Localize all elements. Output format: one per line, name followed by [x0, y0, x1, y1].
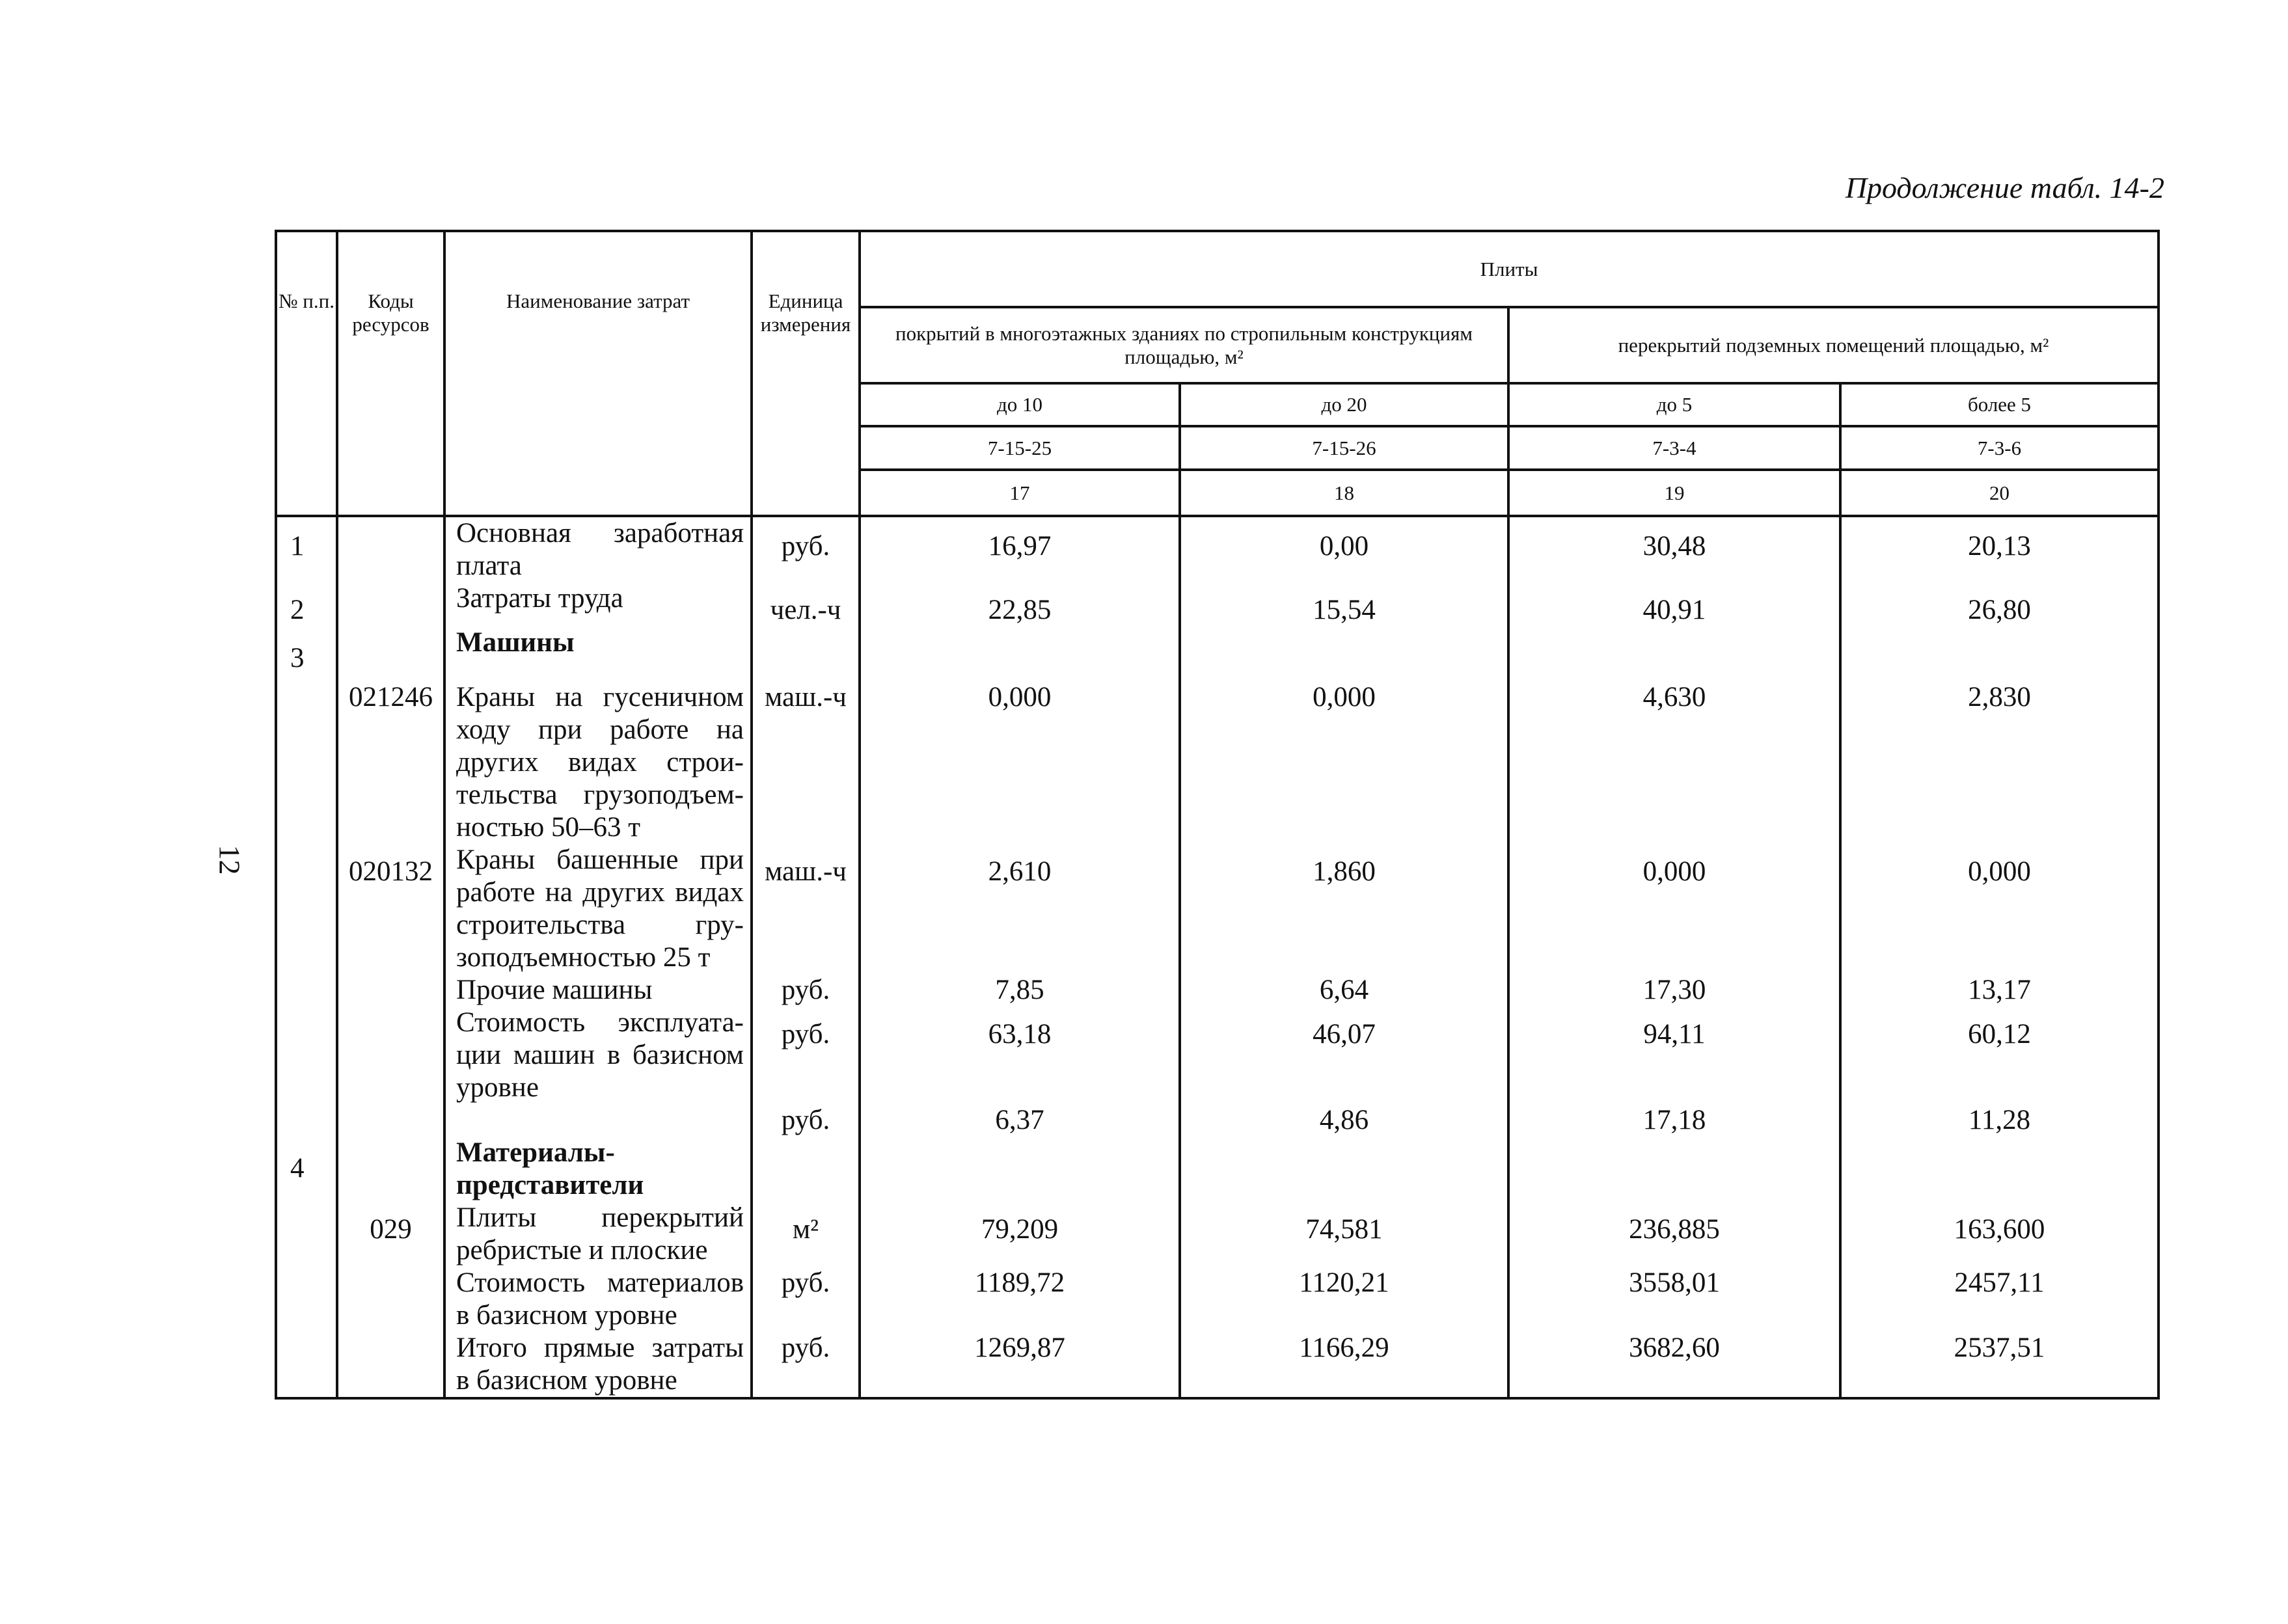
row-name: Затраты труда [444, 582, 752, 627]
header-range: более 5 [1840, 383, 2159, 426]
row-number: 4 [276, 1137, 337, 1202]
row-value: 11,28 [1840, 1104, 2159, 1137]
row-number [276, 1202, 337, 1267]
row-value: 20,13 [1840, 516, 2159, 582]
row-value: 2,610 [860, 844, 1180, 974]
row-unit: маш.-ч [752, 681, 860, 844]
row-value [1180, 627, 1508, 681]
row-unit: руб. [752, 1267, 860, 1332]
row-value: 16,97 [860, 516, 1180, 582]
row-value: 2537,51 [1840, 1332, 2159, 1398]
row-unit: руб. [752, 516, 860, 582]
row-value: 94,11 [1508, 1007, 1840, 1104]
header-unit: Единица измерения [752, 231, 860, 516]
row-value: 79,209 [860, 1202, 1180, 1267]
row-number: 2 [276, 582, 337, 627]
row-unit: руб. [752, 974, 860, 1007]
row-value [1840, 627, 2159, 681]
table-row [276, 582, 2159, 627]
row-number [276, 1007, 337, 1104]
row-value: 1120,21 [1180, 1267, 1508, 1332]
table-row [276, 1202, 2159, 1267]
row-value: 30,48 [1508, 516, 1840, 582]
row-value: 17,30 [1508, 974, 1840, 1007]
row-value: 0,00 [1180, 516, 1508, 582]
row-name: Прочие машины [444, 974, 752, 1007]
cost-table [275, 230, 2160, 1400]
row-code [337, 1267, 444, 1332]
table-caption: Продолжение табл. 14-2 [1845, 171, 2164, 204]
row-value: 0,000 [860, 681, 1180, 844]
table-row [276, 516, 2159, 582]
row-value: 17,18 [1508, 1104, 1840, 1137]
row-value: 163,600 [1840, 1202, 2159, 1267]
row-number [276, 681, 337, 844]
row-name: Стоимость материалов в базисном уровне [444, 1267, 752, 1332]
row-value: 4,630 [1508, 681, 1840, 844]
header-code: 7-3-6 [1840, 426, 2159, 470]
row-value: 1166,29 [1180, 1332, 1508, 1398]
table-row [276, 627, 2159, 681]
header-range: до 20 [1180, 383, 1508, 426]
row-value: 22,85 [860, 582, 1180, 627]
row-value: 60,12 [1840, 1007, 2159, 1104]
header-col-num: 20 [1840, 470, 2159, 516]
row-value: 46,07 [1180, 1007, 1508, 1104]
row-code: 029 [337, 1202, 444, 1267]
row-number [276, 844, 337, 974]
row-value: 2,830 [1840, 681, 2159, 844]
row-value: 6,64 [1180, 974, 1508, 1007]
header-group: Плиты [860, 231, 2159, 307]
row-value: 4,86 [1180, 1104, 1508, 1137]
row-unit: руб. [752, 1104, 860, 1137]
table-row [276, 974, 2159, 1007]
row-name: Итого прямые затраты в базисном уровне [444, 1332, 752, 1398]
row-number: 1 [276, 516, 337, 582]
row-value: 40,91 [1508, 582, 1840, 627]
row-name [444, 1104, 752, 1137]
row-name: Плиты перекрытий ребристые и плоские [444, 1202, 752, 1267]
row-unit: маш.-ч [752, 844, 860, 974]
row-value [1508, 627, 1840, 681]
header-num: № п.п. [276, 231, 337, 516]
row-value: 0,000 [1180, 681, 1508, 844]
row-value: 0,000 [1508, 844, 1840, 974]
row-number [276, 1332, 337, 1398]
row-code [337, 974, 444, 1007]
row-value [860, 1137, 1180, 1202]
row-number [276, 1267, 337, 1332]
row-code [337, 1332, 444, 1398]
row-value [860, 627, 1180, 681]
header-col-num: 17 [860, 470, 1180, 516]
row-value: 1269,87 [860, 1332, 1180, 1398]
table-row [276, 681, 2159, 844]
row-name: Краны на гусеничном ходу при работе на других видах строительства грузоподъемностью 50–63 т [444, 681, 752, 844]
row-value [1180, 1137, 1508, 1202]
row-name: Стоимость эксплуатации машин в базисном уровне [444, 1007, 752, 1104]
row-value: 1189,72 [860, 1267, 1180, 1332]
row-code: 021246 [337, 681, 444, 844]
row-value: 3682,60 [1508, 1332, 1840, 1398]
row-value: 3558,01 [1508, 1267, 1840, 1332]
table-row [276, 1007, 2159, 1104]
table-row [276, 1332, 2159, 1398]
row-value: 13,17 [1840, 974, 2159, 1007]
row-name: Материалы-представители [444, 1137, 752, 1202]
row-unit [752, 627, 860, 681]
row-code [337, 516, 444, 582]
row-unit: руб. [752, 1007, 860, 1104]
header-range: до 10 [860, 383, 1180, 426]
table-row [276, 1267, 2159, 1332]
table-row [276, 844, 2159, 974]
row-number: 3 [276, 627, 337, 681]
header-code: 7-3-4 [1508, 426, 1840, 470]
page-number: 12 [213, 845, 247, 875]
header-codes: Коды ресурсов [337, 231, 444, 516]
header-code: 7-15-25 [860, 426, 1180, 470]
table-row [276, 1137, 2159, 1202]
row-value [1508, 1137, 1840, 1202]
row-value: 2457,11 [1840, 1267, 2159, 1332]
row-unit: чел.-ч [752, 582, 860, 627]
row-code [337, 1007, 444, 1104]
row-name: Краны башенные при работе на других видах строительства грузоподъемностью 25 т [444, 844, 752, 974]
row-value: 15,54 [1180, 582, 1508, 627]
header-name: Наименование затрат [444, 231, 752, 516]
row-value: 6,37 [860, 1104, 1180, 1137]
row-code [337, 582, 444, 627]
row-unit [752, 1137, 860, 1202]
header-range: до 5 [1508, 383, 1840, 426]
row-code [337, 1137, 444, 1202]
row-value: 1,860 [1180, 844, 1508, 974]
row-value: 0,000 [1840, 844, 2159, 974]
row-number [276, 1104, 337, 1137]
row-code [337, 1104, 444, 1137]
row-value [1840, 1137, 2159, 1202]
row-value: 74,581 [1180, 1202, 1508, 1267]
row-name: Основная заработная плата [444, 516, 752, 582]
row-number [276, 974, 337, 1007]
row-unit: м² [752, 1202, 860, 1267]
table-row [276, 1104, 2159, 1137]
header-col-num: 19 [1508, 470, 1840, 516]
header-code: 7-15-26 [1180, 426, 1508, 470]
row-code [337, 627, 444, 681]
row-unit: руб. [752, 1332, 860, 1398]
header-sub2: перекрытий подземных помещений площадью, м² [1508, 307, 2159, 383]
row-name: Машины [444, 627, 752, 681]
header-col-num: 18 [1180, 470, 1508, 516]
row-value: 63,18 [860, 1007, 1180, 1104]
row-code: 020132 [337, 844, 444, 974]
row-value: 236,885 [1508, 1202, 1840, 1267]
row-value: 7,85 [860, 974, 1180, 1007]
header-sub1: покрытий в многоэтажных зданиях по стропильным конструкциям площадью, м² [860, 307, 1508, 383]
row-value: 26,80 [1840, 582, 2159, 627]
